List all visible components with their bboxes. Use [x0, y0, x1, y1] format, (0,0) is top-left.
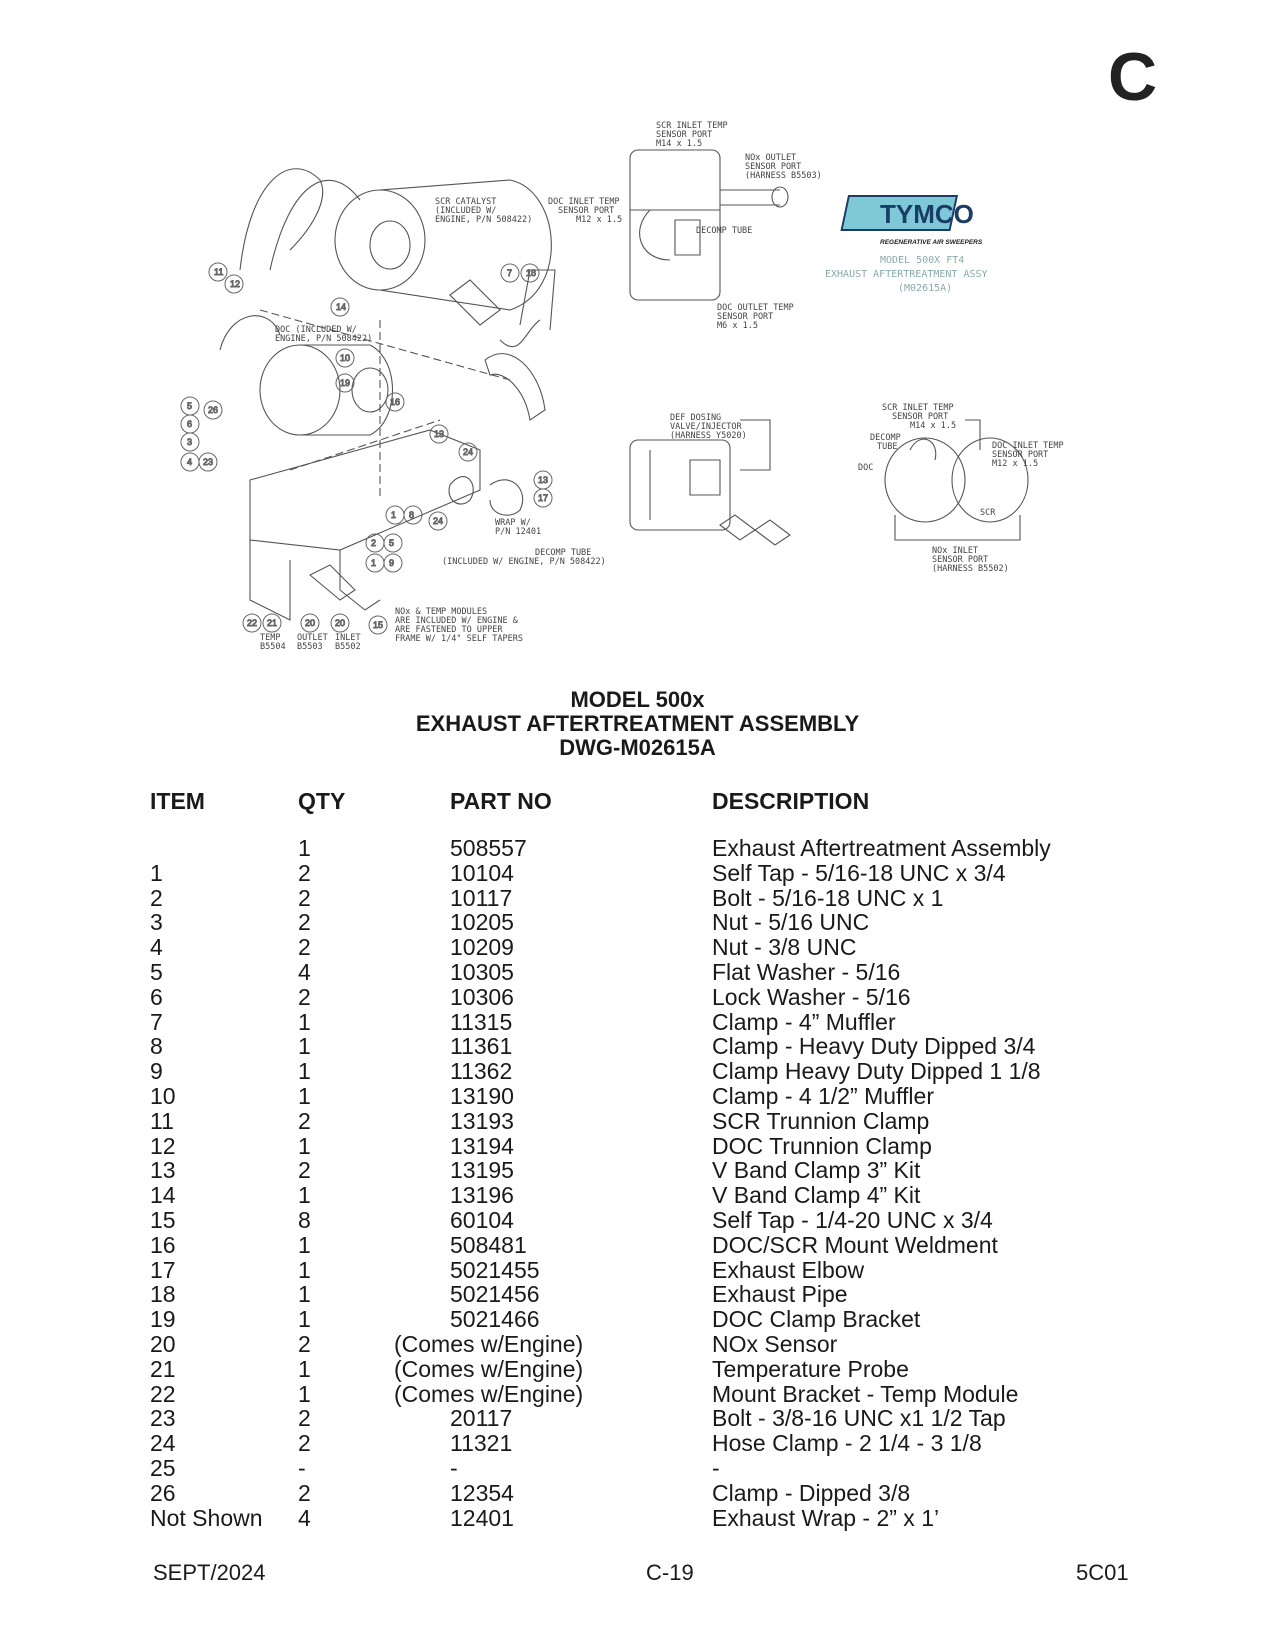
svg-text:ARE INCLUDED W/ ENGINE &: ARE INCLUDED W/ ENGINE &: [395, 616, 518, 626]
svg-text:FRAME W/ 1/4" SELF TAPERS: FRAME W/ 1/4" SELF TAPERS: [395, 634, 523, 644]
svg-text:1: 1: [371, 558, 377, 568]
svg-text:4: 4: [187, 457, 193, 467]
exploded-assembly-drawing: [180, 120, 1100, 680]
description-cell: Self Tap - 1/4-20 UNC x 3/4: [712, 1206, 993, 1233]
svg-text:19: 19: [340, 378, 351, 388]
item-cell: 16: [150, 1231, 176, 1258]
qty-cell: 2: [298, 934, 311, 961]
description-cell: Clamp - Dipped 3/8: [712, 1479, 911, 1506]
svg-text:18: 18: [526, 268, 537, 278]
qty-cell: 1: [298, 1306, 311, 1333]
table-row: [0, 910, 1275, 935]
item-cell: 25: [150, 1454, 176, 1481]
item-cell: 21: [150, 1355, 176, 1382]
table-row: [0, 1282, 1275, 1307]
svg-text:3: 3: [187, 437, 193, 447]
svg-text:SENSOR PORT: SENSOR PORT: [558, 206, 615, 216]
svg-text:P/N 12401: P/N 12401: [495, 527, 542, 537]
svg-text:REGENERATIVE AIR SWEEPERS: REGENERATIVE AIR SWEEPERS: [880, 239, 983, 246]
svg-text:13: 13: [434, 429, 445, 439]
qty-cell: 2: [298, 983, 311, 1010]
part-no-cell: 10209: [450, 934, 514, 961]
description-cell: Clamp - 4 1/2” Muffler: [712, 1082, 934, 1109]
svg-text:DECOMP: DECOMP: [870, 433, 901, 443]
qty-cell: 2: [298, 884, 311, 911]
table-row: [0, 1406, 1275, 1431]
part-no-cell: (Comes w/Engine): [394, 1330, 584, 1357]
table-row: [0, 1431, 1275, 1456]
table-row: [0, 1233, 1275, 1258]
svg-text:20: 20: [335, 618, 346, 628]
svg-text:M6 x 1.5: M6 x 1.5: [717, 321, 758, 331]
svg-text:(HARNESS Y5020): (HARNESS Y5020): [670, 431, 747, 441]
svg-text:(INCLUDED W/ ENGINE, P/N 50842: (INCLUDED W/ ENGINE, P/N 508422): [442, 557, 606, 567]
description-cell: Temperature Probe: [712, 1355, 909, 1382]
description-cell: Self Tap - 5/16-18 UNC x 3/4: [712, 859, 1006, 886]
svg-text:M12 x 1.5: M12 x 1.5: [992, 459, 1039, 469]
table-row: [0, 1134, 1275, 1159]
qty-cell: 1: [298, 1033, 311, 1060]
svg-text:VALVE/INJECTOR: VALVE/INJECTOR: [670, 422, 742, 432]
item-cell: 10: [150, 1082, 176, 1109]
qty-cell: 1: [298, 1182, 311, 1209]
description-cell: Nut - 3/8 UNC: [712, 934, 857, 961]
description-cell: Hose Clamp - 2 1/4 - 3 1/8: [712, 1430, 982, 1457]
svg-text:SCR INLET TEMP: SCR INLET TEMP: [882, 403, 954, 413]
description-cell: Bolt - 5/16-18 UNC x 1: [712, 884, 944, 911]
svg-text:M14 x 1.5: M14 x 1.5: [910, 421, 957, 431]
part-no-cell: 13196: [450, 1182, 514, 1209]
table-row: [0, 1158, 1275, 1183]
footer-code: 5C01: [1076, 1560, 1129, 1585]
part-no-cell: 11315: [450, 1008, 513, 1035]
qty-cell: 2: [298, 1107, 311, 1134]
table-row: [0, 1456, 1275, 1481]
table-row: [0, 935, 1275, 960]
item-cell: 23: [150, 1405, 176, 1432]
item-cell: 6: [150, 983, 163, 1010]
svg-text:1: 1: [391, 510, 397, 520]
assembly-title: EXHAUST AFTERTREATMENT ASSEMBLY: [415, 711, 860, 736]
description-cell: V Band Clamp 4” Kit: [712, 1182, 921, 1209]
svg-text:SCR: SCR: [980, 508, 996, 518]
section-letter: C: [1108, 39, 1158, 115]
svg-text:5: 5: [389, 538, 395, 548]
svg-text:26: 26: [208, 405, 219, 415]
svg-text:B5502: B5502: [335, 642, 361, 652]
qty-cell: 2: [298, 1405, 311, 1432]
table-row: [0, 861, 1275, 886]
svg-text:7: 7: [507, 268, 513, 278]
svg-text:21: 21: [267, 618, 278, 628]
qty-cell: 4: [298, 1504, 311, 1531]
svg-text:(HARNESS B5503): (HARNESS B5503): [745, 171, 822, 181]
qty-cell: 1: [298, 1058, 311, 1085]
parts-list: [0, 836, 1275, 1530]
svg-text:TEMP: TEMP: [260, 633, 281, 643]
part-no-cell: 12401: [450, 1504, 514, 1531]
drawing-number: DWG-M02615A: [559, 735, 716, 760]
svg-text:DOC OUTLET TEMP: DOC OUTLET TEMP: [717, 303, 794, 313]
qty-cell: -: [298, 1454, 306, 1481]
svg-text:SENSOR PORT: SENSOR PORT: [745, 162, 802, 172]
svg-text:12: 12: [230, 279, 241, 289]
table-row: [0, 1357, 1275, 1382]
svg-text:B5504: B5504: [260, 642, 286, 652]
table-row: [0, 1183, 1275, 1208]
description-cell: Clamp - Heavy Duty Dipped 3/4: [712, 1033, 1036, 1060]
description-cell: DOC/SCR Mount Weldment: [712, 1231, 998, 1258]
svg-text:11: 11: [214, 267, 224, 277]
item-cell: Not Shown: [150, 1504, 263, 1531]
part-no-cell: 13190: [450, 1082, 514, 1109]
svg-text:ARE FASTENED TO UPPER: ARE FASTENED TO UPPER: [395, 625, 503, 635]
part-no-cell: 508481: [450, 1231, 527, 1258]
part-no-cell: (Comes w/Engine): [394, 1355, 584, 1382]
part-no-cell: 10305: [450, 958, 514, 985]
svg-text:5: 5: [187, 401, 193, 411]
part-no-cell: -: [450, 1454, 458, 1481]
description-cell: Exhaust Elbow: [712, 1256, 865, 1283]
part-no-cell: 5021456: [450, 1281, 540, 1308]
description-cell: Mount Bracket - Temp Module: [712, 1380, 1019, 1407]
svg-text:13: 13: [538, 475, 549, 485]
description-cell: Nut - 5/16 UNC: [712, 909, 870, 936]
table-row: [0, 1034, 1275, 1059]
qty-cell: 1: [298, 1231, 311, 1258]
description-cell: Clamp - 4” Muffler: [712, 1008, 896, 1035]
table-row: [0, 1258, 1275, 1283]
item-cell: 1: [150, 859, 163, 886]
svg-text:24: 24: [463, 447, 474, 457]
description-cell: Exhaust Wrap - 2” x 1’: [712, 1504, 940, 1531]
svg-text:DECOMP TUBE: DECOMP TUBE: [696, 226, 753, 236]
svg-text:8: 8: [409, 510, 415, 520]
svg-text:(M02615A): (M02615A): [898, 283, 953, 294]
svg-text:17: 17: [538, 493, 549, 503]
header-part-no: PART NO: [450, 788, 552, 814]
item-cell: 18: [150, 1281, 176, 1308]
qty-cell: 8: [298, 1206, 311, 1233]
description-cell: Exhaust Aftertreatment Assembly: [712, 835, 1051, 861]
svg-text:OUTLET: OUTLET: [297, 633, 328, 643]
item-cell: 11: [150, 1107, 174, 1134]
description-cell: -: [712, 1454, 720, 1481]
qty-cell: 1: [298, 1256, 311, 1283]
header-qty: QTY: [298, 788, 346, 814]
item-cell: 8: [150, 1033, 163, 1060]
part-no-cell: 11321: [450, 1430, 513, 1457]
item-cell: 3: [150, 909, 163, 936]
part-no-cell: 11361: [450, 1033, 513, 1060]
svg-text:2: 2: [371, 538, 377, 548]
part-no-cell: 5021455: [450, 1256, 540, 1283]
item-cell: 7: [150, 1008, 163, 1035]
header-description: DESCRIPTION: [712, 788, 870, 814]
svg-text:SENSOR PORT: SENSOR PORT: [892, 412, 949, 422]
qty-cell: 1: [298, 1008, 311, 1035]
part-no-cell: 13194: [450, 1132, 514, 1159]
svg-text:M12 x 1.5: M12 x 1.5: [576, 215, 623, 225]
qty-cell: 2: [298, 1479, 311, 1506]
svg-text:INLET: INLET: [335, 633, 361, 643]
table-row: [0, 1506, 1275, 1531]
qty-cell: 1: [298, 1355, 311, 1382]
part-no-cell: (Comes w/Engine): [394, 1380, 584, 1407]
part-no-cell: 5021466: [450, 1306, 540, 1333]
description-cell: NOx Sensor: [712, 1330, 838, 1357]
svg-text:6: 6: [187, 419, 193, 429]
svg-text:23: 23: [203, 457, 214, 467]
part-no-cell: 20117: [450, 1405, 513, 1432]
svg-text:NOx INLET: NOx INLET: [932, 546, 979, 556]
svg-text:ENGINE, P/N 508422): ENGINE, P/N 508422): [275, 334, 373, 344]
description-cell: DOC Clamp Bracket: [712, 1306, 921, 1333]
qty-cell: 2: [298, 1430, 311, 1457]
description-cell: SCR Trunnion Clamp: [712, 1107, 930, 1134]
svg-text:20: 20: [305, 618, 316, 628]
description-cell: V Band Clamp 3” Kit: [712, 1157, 921, 1184]
part-no-cell: 11362: [450, 1058, 513, 1085]
model-title: MODEL 500x: [570, 687, 705, 712]
qty-cell: 1: [298, 835, 311, 861]
svg-text:22: 22: [247, 618, 258, 628]
table-row: [0, 1481, 1275, 1506]
item-cell: 20: [150, 1330, 176, 1357]
svg-text:M14 x 1.5: M14 x 1.5: [656, 139, 703, 149]
table-row: [0, 836, 1275, 861]
item-cell: 12: [150, 1132, 176, 1159]
description-cell: Exhaust Pipe: [712, 1281, 848, 1308]
qty-cell: 1: [298, 1082, 311, 1109]
qty-cell: 2: [298, 909, 311, 936]
part-no-cell: 13195: [450, 1157, 514, 1184]
item-cell: 13: [150, 1157, 176, 1184]
svg-text:14: 14: [336, 302, 347, 312]
svg-text:ENGINE, P/N 508422): ENGINE, P/N 508422): [435, 215, 533, 225]
qty-cell: 1: [298, 1132, 311, 1159]
part-no-cell: 13193: [450, 1107, 514, 1134]
svg-text:(HARNESS B5502): (HARNESS B5502): [932, 564, 1009, 574]
item-cell: 26: [150, 1479, 176, 1506]
item-cell: 17: [150, 1256, 176, 1283]
svg-text:SCR INLET TEMP: SCR INLET TEMP: [656, 121, 728, 131]
svg-text:DOC: DOC: [858, 463, 874, 473]
qty-cell: 2: [298, 1330, 311, 1357]
part-no-cell: 60104: [450, 1206, 514, 1233]
table-row: [0, 1382, 1275, 1407]
item-cell: 14: [150, 1182, 176, 1209]
table-row: [0, 1208, 1275, 1233]
svg-text:SENSOR PORT: SENSOR PORT: [717, 312, 774, 322]
svg-text:DECOMP TUBE: DECOMP TUBE: [535, 548, 592, 558]
header-item: ITEM: [150, 788, 205, 814]
table-row: [0, 1059, 1275, 1084]
svg-text:EXHAUST AFTERTREATMENT ASSY: EXHAUST AFTERTREATMENT ASSY: [825, 269, 988, 280]
svg-text:WRAP W/: WRAP W/: [495, 518, 531, 528]
part-no-cell: 10205: [450, 909, 514, 936]
description-cell: DOC Trunnion Clamp: [712, 1132, 932, 1159]
svg-text:DOC INLET TEMP: DOC INLET TEMP: [548, 197, 620, 207]
qty-cell: 1: [298, 1380, 311, 1407]
table-row: [0, 1307, 1275, 1332]
part-no-cell: 508557: [450, 835, 527, 861]
svg-text:24: 24: [433, 516, 444, 526]
svg-text:NOx OUTLET: NOx OUTLET: [745, 153, 797, 163]
svg-text:DOC (INCLUDED W/: DOC (INCLUDED W/: [275, 325, 357, 335]
part-no-cell: 10306: [450, 983, 514, 1010]
qty-cell: 2: [298, 859, 311, 886]
item-cell: 24: [150, 1430, 176, 1457]
svg-text:16: 16: [390, 397, 401, 407]
table-row: [0, 886, 1275, 911]
svg-text:DEF DOSING: DEF DOSING: [670, 413, 722, 423]
svg-text:B5503: B5503: [297, 642, 323, 652]
svg-text:15: 15: [373, 620, 384, 630]
table-row: [0, 1109, 1275, 1134]
svg-text:DOC INLET TEMP: DOC INLET TEMP: [992, 441, 1064, 451]
item-cell: 22: [150, 1380, 176, 1407]
description-cell: Flat Washer - 5/16: [712, 958, 901, 985]
table-row: [0, 1010, 1275, 1035]
svg-text:NOx & TEMP MODULES: NOx & TEMP MODULES: [395, 607, 488, 617]
table-row: [0, 1332, 1275, 1357]
footer-page-number: C-19: [646, 1560, 694, 1585]
svg-text:SENSOR PORT: SENSOR PORT: [656, 130, 713, 140]
svg-text:TUBE: TUBE: [877, 442, 898, 452]
qty-cell: 1: [298, 1281, 311, 1308]
drawing-title-block: [0, 688, 1275, 760]
svg-text:SENSOR PORT: SENSOR PORT: [932, 555, 989, 565]
description-cell: Bolt - 3/8-16 UNC x1 1/2 Tap: [712, 1405, 1006, 1432]
item-cell: 2: [150, 884, 163, 911]
description-cell: Lock Washer - 5/16: [712, 983, 911, 1010]
item-cell: 15: [150, 1206, 176, 1233]
svg-text:9: 9: [389, 558, 395, 568]
svg-text:10: 10: [340, 353, 351, 363]
description-cell: Clamp Heavy Duty Dipped 1 1/8: [712, 1058, 1041, 1085]
svg-text:SCR CATALYST: SCR CATALYST: [435, 197, 497, 207]
item-cell: 19: [150, 1306, 176, 1333]
part-no-cell: 12354: [450, 1479, 514, 1506]
table-row: [0, 1084, 1275, 1109]
svg-text:MODEL 500X FT4: MODEL 500X FT4: [880, 255, 965, 266]
footer-date: SEPT/2024: [153, 1560, 266, 1585]
item-cell: 4: [150, 934, 163, 961]
qty-cell: 4: [298, 958, 311, 985]
tymco-logo: [825, 196, 988, 294]
part-no-cell: 10104: [450, 859, 514, 886]
table-row: [0, 960, 1275, 985]
svg-text:(INCLUDED W/: (INCLUDED W/: [435, 206, 497, 216]
svg-text:TYMCO: TYMCO: [880, 199, 974, 229]
table-row: [0, 985, 1275, 1010]
item-cell: 5: [150, 958, 163, 985]
item-cell: 9: [150, 1058, 163, 1085]
svg-text:SENSOR PORT: SENSOR PORT: [992, 450, 1049, 460]
qty-cell: 2: [298, 1157, 311, 1184]
part-no-cell: 10117: [450, 884, 513, 911]
